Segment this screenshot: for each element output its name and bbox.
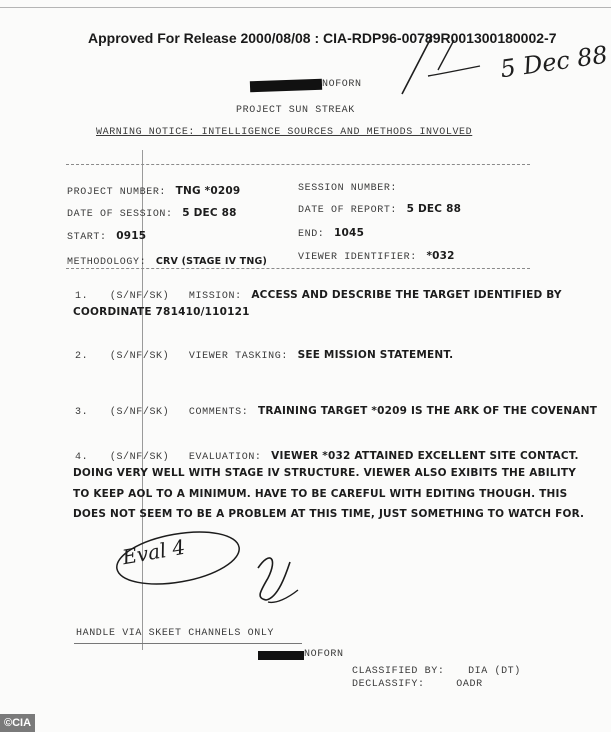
date-of-report-value: 5 DEC 88 [406, 203, 462, 215]
declassify-value: OADR [456, 679, 483, 690]
evaluation-line-3: TO KEEP AOL TO A MINIMUM. HAVE TO BE CAREFUL WITH EDITING THOUGH. THIS [73, 488, 568, 500]
project-number-value: TNG *0209 [175, 185, 241, 197]
field-end [298, 221, 364, 240]
item-viewer-tasking [75, 343, 453, 362]
viewer-id-label: VIEWER IDENTIFIER: [298, 252, 417, 263]
handwritten-date: 5 Dec 88 [498, 40, 610, 84]
classified-by-label: CLASSIFIED BY: [352, 666, 445, 677]
warning-notice: WARNING NOTICE: INTELLIGENCE SOURCES AND METHODS INVOLVED [96, 127, 473, 138]
evaluation-line-1: VIEWER *032 ATTAINED EXCELLENT SITE CONTACT. [271, 450, 579, 462]
divider-top [66, 164, 530, 165]
handling-caveat: HANDLE VIA SKEET CHANNELS ONLY [76, 628, 275, 639]
comments-line-1: TRAINING TARGET *0209 IS THE ARK OF THE COVENANT [257, 405, 598, 417]
project-number-label: PROJECT NUMBER: [67, 187, 167, 198]
field-project-number [67, 179, 240, 198]
item-label: VIEWER TASKING: [188, 351, 288, 362]
item-number: 2. [75, 351, 89, 362]
end-label: END: [298, 229, 325, 240]
classification-bottom: NOFORN [304, 649, 344, 660]
scan-top-edge [0, 7, 611, 8]
declassify-label: DECLASSIFY: [352, 679, 425, 690]
item-tag: (S/NF/SK) [109, 291, 170, 302]
start-label: START: [67, 232, 107, 243]
item-tag: (S/NF/SK) [109, 407, 170, 418]
start-value: 0915 [116, 230, 147, 242]
end-value: 1045 [334, 227, 365, 239]
evaluation-line-4: DOES NOT SEEM TO BE A PROBLEM AT THIS TIME, JUST SOMETHING TO WATCH FOR. [73, 508, 585, 520]
field-session-number [298, 175, 397, 194]
tasking-line-1: SEE MISSION STATEMENT. [297, 349, 454, 361]
declassify [352, 671, 483, 690]
item-label: EVALUATION: [188, 452, 262, 463]
eval-circle-and-initials [108, 528, 308, 610]
item-label: MISSION: [188, 291, 242, 302]
methodology-value: CRV (STAGE IV TNG) [155, 256, 268, 267]
item-mission [75, 283, 562, 302]
date-of-session-value: 5 DEC 88 [182, 207, 237, 219]
item-tag: (S/NF/SK) [109, 452, 170, 463]
session-number-label: SESSION NUMBER: [298, 183, 398, 194]
field-start [67, 224, 146, 243]
image-credit: ©CIA [0, 714, 35, 732]
field-methodology [67, 249, 267, 268]
project-title: PROJECT SUN STREAK [236, 105, 355, 116]
release-header: Approved For Release 2000/08/08 : CIA-RDP96-00789R001300180002-7 [88, 30, 557, 46]
redaction-bar-bottom [258, 651, 304, 660]
item-comments [75, 399, 597, 418]
field-viewer-identifier [298, 244, 455, 263]
divider-fields [66, 268, 530, 269]
field-date-of-report [298, 197, 461, 216]
item-evaluation [75, 444, 579, 463]
item-number: 3. [75, 407, 89, 418]
item-number: 4. [75, 452, 89, 463]
item-tag: (S/NF/SK) [109, 351, 170, 362]
date-of-session-label: DATE OF SESSION: [67, 209, 173, 220]
item-label: COMMENTS: [188, 407, 249, 418]
field-date-of-session [67, 201, 237, 220]
eval-note: Eval 4 [120, 534, 187, 570]
classified-by-value: DIA (DT) [468, 666, 521, 677]
mission-line-2: COORDINATE 781410/110121 [73, 306, 250, 318]
classification-top: NOFORN [322, 79, 362, 90]
viewer-id-value: *032 [426, 250, 455, 262]
item-number: 1. [75, 291, 89, 302]
methodology-label: METHODOLOGY: [67, 257, 147, 268]
mission-line-1: ACCESS AND DESCRIBE THE TARGET IDENTIFIED BY [251, 289, 562, 301]
evaluation-line-2: DOING VERY WELL WITH STAGE IV STRUCTURE. VIEWER ALSO EXIBITS THE ABILITY [73, 467, 577, 479]
date-of-report-label: DATE OF REPORT: [298, 205, 398, 216]
redaction-bar-top [250, 79, 322, 93]
handling-underline [74, 643, 302, 644]
